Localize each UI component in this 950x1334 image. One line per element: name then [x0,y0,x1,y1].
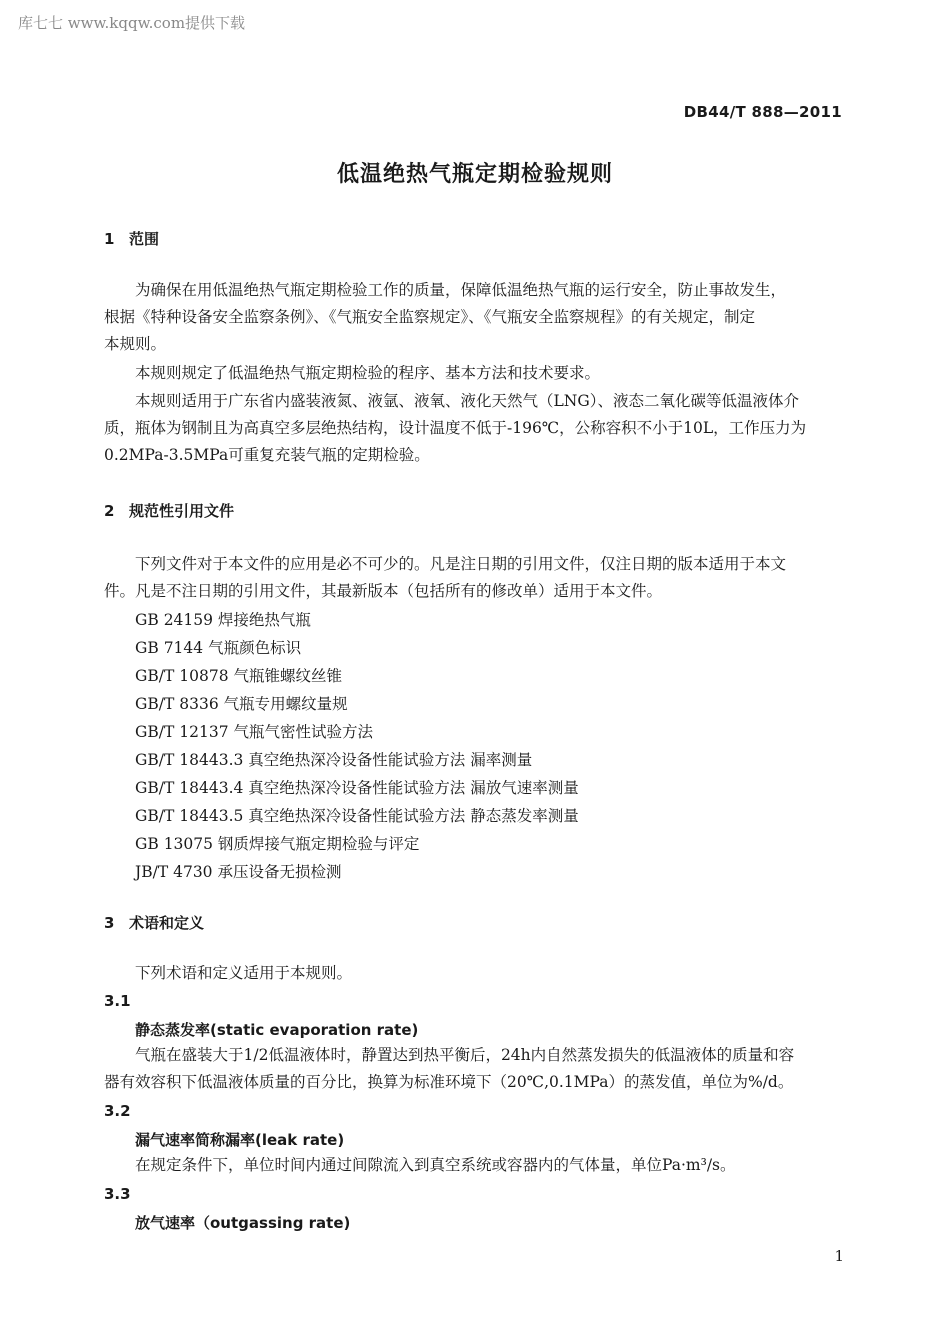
term-definition [104,1152,844,1179]
reference-item: GB/T 10878 气瓶锥螺纹丝锥 [135,667,342,685]
paragraph-line: 下列术语和定义适用于本规则。 [135,964,353,982]
reference-item: JB/T 4730 承压设备无损检测 [135,863,342,881]
watermark-text: 库七七 www.kqqw.com提供下载 [18,14,246,32]
paragraph-line: 器有效容积下低温液体质量的百分比，换算为标准环境下（20℃,0.1MPa）的蒸发值，单位为%/d。 [104,1073,794,1091]
reference-item: GB/T 18443.5 真空绝热深冷设备性能试验方法 静态蒸发率测量 [135,807,579,825]
document-title: 低温绝热气瓶定期检验规则 [336,162,613,187]
reference-item: GB 13075 钢质焊接气瓶定期检验与评定 [135,835,420,853]
paragraph-line: 本规则规定了低温绝热气瓶定期检验的程序、基本方法和技术要求。 [135,364,601,382]
reference-item: GB 7144 气瓶颜色标识 [135,639,302,657]
section-2-heading [104,500,234,521]
standard-code: DB44/T 888—2011 [683,103,842,121]
term-name: 放气速率（outgassing rate) [135,1214,351,1232]
section-title: 规范性引用文件 [129,502,235,520]
section-title: 范围 [129,230,160,248]
section-1-paragraph-3 [104,388,844,469]
paragraph-line: 件。凡是不注日期的引用文件，其最新版本（包括所有的修改单）适用于本文件。 [104,582,663,600]
paragraph-line: 气瓶在盛装大于1/2低温液体时，静置达到热平衡后，24h内自然蒸发损失的低温液体的质量和容 [135,1046,795,1064]
section-number: 1 [104,230,115,248]
reference-item: GB 24159 焊接绝热气瓶 [135,611,311,629]
section-title: 术语和定义 [129,914,205,932]
section-number: 2 [104,502,115,520]
section-3-intro [104,960,844,987]
term-number: 3.1 [104,992,131,1010]
section-1-paragraph-2 [104,360,844,387]
paragraph-line: 在规定条件下，单位时间内通过间隙流入到真空系统或容器内的气体量，单位Pa·m³/s。 [135,1156,736,1174]
section-1-heading [104,228,159,249]
term-definition [104,1042,844,1096]
paragraph-line: 质，瓶体为钢制且为高真空多层绝热结构，设计温度不低于-196℃，公称容积不小于10L，工作压力为 [104,419,807,437]
paragraph-line: 本规则适用于广东省内盛装液氮、液氩、液氧、液化天然气（LNG）、液态二氧化碳等低温液体介 [135,392,799,410]
paragraph-line: 下列文件对于本文件的应用是必不可少的。凡是注日期的引用文件，仅注日期的版本适用于本文 [135,555,787,573]
term-number: 3.3 [104,1185,131,1203]
term-number: 3.2 [104,1102,131,1120]
paragraph-line: 根据《特种设备安全监察条例》、《气瓶安全监察规定》、《气瓶安全监察规程》的有关规定，制定 [104,308,756,326]
section-1-paragraph-1 [104,277,844,358]
paragraph-line: 0.2MPa-3.5MPa可重复充装气瓶的定期检验。 [104,446,430,464]
section-2-paragraph-1 [104,551,844,605]
reference-item: GB/T 18443.3 真空绝热深冷设备性能试验方法 漏率测量 [135,751,533,769]
section-3-heading [104,912,204,933]
reference-item: GB/T 8336 气瓶专用螺纹量规 [135,695,348,713]
paragraph-line: 为确保在用低温绝热气瓶定期检验工作的质量，保障低温绝热气瓶的运行安全，防止事故发生， [135,281,787,299]
term-name: 静态蒸发率(static evaporation rate) [135,1021,419,1039]
reference-item: GB/T 18443.4 真空绝热深冷设备性能试验方法 漏放气速率测量 [135,779,579,797]
term-name: 漏气速率简称漏率(leak rate) [135,1131,345,1149]
page-number: 1 [834,1247,844,1265]
paragraph-line: 本规则。 [104,335,167,353]
section-number: 3 [104,914,115,932]
reference-item: GB/T 12137 气瓶气密性试验方法 [135,723,373,741]
